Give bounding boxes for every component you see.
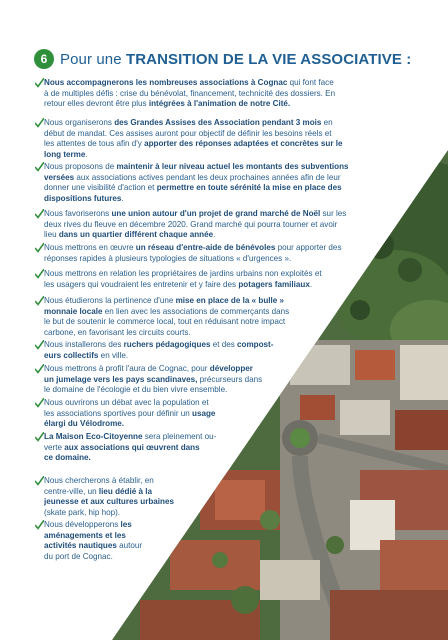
text-line — [44, 340, 273, 351]
section-number-badge: 6 — [34, 49, 54, 69]
body-text: en ville. — [98, 350, 129, 360]
text-line — [44, 531, 142, 542]
body-text: verte — [44, 442, 65, 452]
bold-text: eurs collectifs — [44, 350, 99, 360]
text-line — [44, 220, 346, 231]
check-icon — [35, 296, 44, 306]
body-text: Nous proposons de — [44, 162, 117, 171]
body-text: lieu — [44, 230, 59, 239]
text-line — [44, 269, 322, 280]
body-text: retour elles devront être plus — [44, 99, 149, 108]
text-line — [44, 89, 335, 100]
body-text: sera pleinement ou- — [142, 432, 217, 441]
bold-text: Nous accompagnerons les nombreuses associations à Cognac — [44, 78, 288, 87]
body-text: les attentes de tous afin d'y — [44, 139, 145, 148]
body-text: Nous développerons — [44, 520, 121, 529]
bold-text: aux associations qui œuvrent dans — [64, 442, 200, 452]
bold-text: un réseau d'entre-aide de bénévoles — [135, 243, 276, 252]
bold-text: jeunesse et aux cultures urbaines — [44, 497, 175, 506]
check-icon — [35, 432, 44, 442]
text-line — [44, 317, 289, 328]
text-line — [44, 364, 262, 375]
bold-text: dans un quartier différent chaque année — [58, 230, 214, 239]
list-item-text — [44, 162, 349, 204]
body-text: les associations sportives pour définir un — [44, 408, 193, 418]
text-line — [44, 296, 289, 307]
list-item-text — [44, 476, 174, 518]
text-line — [44, 129, 342, 140]
text-line — [44, 541, 142, 552]
body-text: le but de soutenir le commerce local, tout en réduisant notre impact — [44, 317, 286, 326]
section-title — [60, 51, 411, 68]
bold-text: maintenir à leur niveau actuel les montants des subventions — [116, 162, 349, 171]
body-text: à de multiples défis : crise du bénévolat, financement, technicité des dossiers. En — [44, 88, 336, 98]
text-line — [44, 307, 289, 318]
list-item-text — [44, 209, 346, 241]
bold-text: un jumelage vers les pays scandinaves, — [44, 374, 198, 384]
text-line — [44, 419, 215, 430]
body-text: sur les — [320, 209, 347, 218]
check-icon — [35, 476, 44, 486]
bold-text: ce domaine. — [44, 453, 91, 462]
text-line — [44, 520, 142, 531]
body-text: Nous mettrons à profit l'aura de Cognac, pour — [44, 364, 210, 373]
check-icon — [35, 398, 44, 408]
body-text: Nous ouvrirons un débat avec la population et — [44, 398, 209, 407]
bold-text: mise en place de la « bulle » — [175, 296, 285, 305]
bold-text: monnaie locale — [44, 306, 103, 316]
text-line — [44, 497, 174, 508]
list-item-text — [44, 243, 342, 264]
body-text: en — [321, 118, 333, 127]
body-text: . — [121, 193, 124, 203]
section-title-prefix: Pour une — [60, 50, 126, 68]
bold-text: La Maison Eco-Citoyenne — [44, 432, 143, 441]
section-title-emphasis: TRANSITION DE LA VIE ASSOCIATIVE : — [125, 50, 412, 68]
body-text: pour apporter des — [275, 243, 342, 252]
list-item-text — [44, 118, 342, 160]
check-icon — [35, 209, 44, 219]
text-line — [44, 162, 349, 173]
section-header — [34, 49, 411, 69]
bold-text: long terme — [44, 149, 86, 159]
body-text: qui font face — [287, 78, 334, 87]
check-icon — [35, 340, 44, 350]
bold-text: élargi du Vélodrome. — [44, 419, 125, 428]
bold-text: dispositions futures — [44, 193, 122, 203]
bold-text: intégrées à l'animation de notre Cité. — [148, 99, 291, 108]
text-line — [44, 552, 142, 563]
list-item-text — [44, 78, 335, 110]
text-line — [44, 230, 346, 241]
check-icon — [35, 243, 44, 253]
body-text: deux rives du fleuve en décembre 2020. Grand marché qui pourra tourner et avoir — [44, 219, 338, 229]
list-item-text — [44, 432, 216, 464]
body-text: Nous étudierons la pertinence d'une — [44, 296, 176, 305]
body-text: et des — [210, 340, 237, 349]
list-item-text — [44, 296, 289, 338]
text-line — [44, 398, 215, 409]
text-line — [44, 328, 289, 339]
text-line — [44, 453, 216, 464]
list-item-text — [44, 520, 142, 562]
check-icon — [35, 118, 44, 128]
check-icon — [35, 78, 44, 88]
text-line — [44, 183, 349, 194]
body-text: Nous organiserons — [44, 118, 115, 127]
text-line — [44, 409, 215, 420]
text-line — [44, 118, 342, 129]
text-line — [44, 432, 216, 443]
bold-text: développer — [209, 364, 253, 373]
bold-text: usage — [192, 408, 216, 418]
body-text: autour — [116, 541, 143, 550]
list-item-text — [44, 269, 322, 290]
check-icon — [35, 364, 44, 374]
text-line — [44, 280, 322, 291]
bold-text: les — [120, 520, 132, 529]
bold-text: lieu dédié à la — [98, 486, 152, 496]
text-line — [44, 139, 342, 150]
text-line — [44, 78, 335, 89]
check-icon — [35, 162, 44, 172]
body-text: donner une visibilité d'action et — [44, 183, 157, 192]
bold-text: ruchers pédagogiques — [123, 340, 211, 349]
text-line — [44, 385, 262, 396]
list-item-text — [44, 340, 273, 361]
bold-text: versées — [44, 172, 75, 182]
text-line — [44, 150, 342, 161]
body-text: Nous installerons des — [44, 340, 124, 349]
text-line — [44, 351, 273, 362]
body-text: . — [85, 149, 88, 159]
body-text: du port de Cognac. — [44, 551, 113, 561]
text-line — [44, 243, 342, 254]
body-text: précurseurs dans — [197, 374, 263, 384]
text-line — [44, 209, 346, 220]
body-text: (skate park, hip hop). — [44, 507, 121, 517]
bold-text: des Grandes Assises des Association pendant 3 mois — [114, 118, 322, 127]
body-text: . — [213, 230, 216, 239]
text-line — [44, 443, 216, 454]
text-line — [44, 487, 174, 498]
body-text: Nous mettrons en œuvre — [44, 243, 136, 252]
bold-text: compost- — [237, 340, 274, 349]
body-text: Nous chercherons à établir, en — [44, 476, 154, 485]
text-line — [44, 194, 349, 205]
body-text: réponses rapides à plusieurs typologies de situations « d'urgences ». — [44, 253, 292, 263]
text-line — [44, 254, 342, 265]
bold-text: une union autour d'un projet de grand marché de Noël — [111, 209, 321, 218]
body-text: début de mandat. Ces assises auront pour objectif de définir les besoins réels et — [44, 128, 332, 138]
bold-text: aménagements et les — [44, 530, 126, 540]
body-text: . — [309, 279, 313, 289]
bold-text: apporter des réponses adaptées et concrètes sur le — [144, 139, 343, 148]
text-line — [44, 173, 349, 184]
body-text: Nous mettrons en relation les propriétaires de jardins urbains non exploités et — [44, 269, 322, 278]
body-text: le domaine de l'écologie et du bien vivre ensemble. — [44, 385, 228, 394]
body-text: centre-ville, un — [44, 486, 99, 496]
check-icon — [35, 269, 44, 279]
list-item-text — [44, 398, 215, 430]
bold-text: activités nautiques — [44, 541, 117, 550]
bold-text: permettre en toute sérénité la mise en place des — [156, 183, 342, 192]
text-line — [44, 508, 174, 519]
list-item-text — [44, 364, 262, 396]
body-text: Nous favoriserons — [44, 209, 112, 218]
body-text: carbone, en favorisant les circuits courts. — [44, 327, 191, 337]
check-icon — [35, 520, 44, 530]
body-text: en lien avec les associations de commerçants dans — [102, 306, 290, 316]
text-line — [44, 375, 262, 386]
text-line — [44, 476, 174, 487]
body-text: les usagers qui voudraient les entretenir et y faire des — [44, 279, 239, 289]
body-text: aux associations actives pendant les deux prochaines années afin de leur — [74, 172, 341, 182]
bold-text: potagers familiaux — [238, 279, 310, 289]
text-line — [44, 99, 335, 110]
